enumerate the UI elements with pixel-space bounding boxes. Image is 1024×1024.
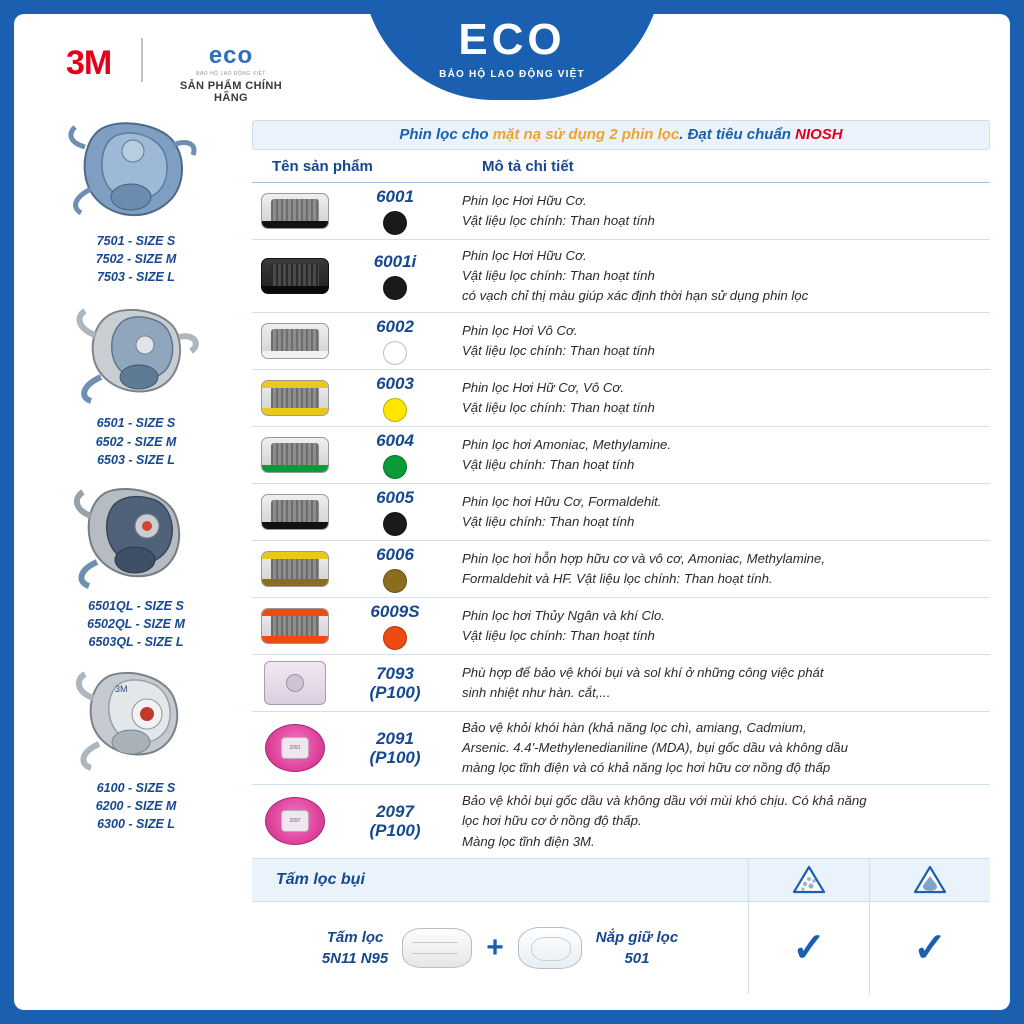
cartridge-6006-icon — [252, 551, 338, 587]
desc-line: Vật liệu lọc chính: Than hoạt tính — [462, 628, 655, 644]
product-description — [452, 240, 990, 312]
product-description — [452, 315, 990, 367]
product-code-cell — [338, 802, 452, 841]
filter-table — [252, 120, 990, 994]
poster-page — [14, 14, 1010, 1010]
mask-block-6000 — [32, 657, 240, 833]
dust-filter-products — [252, 902, 748, 994]
table-row — [252, 655, 990, 712]
retainer-label — [596, 927, 678, 969]
desc-line: Vật liệu lọc chính: Than hoạt tính — [462, 400, 655, 416]
svg-text:3M: 3M — [115, 684, 128, 695]
banner-part3: . Đạt tiêu chuẩn — [679, 126, 796, 143]
desc-line: Bảo vệ khỏi bụi gốc dầu và không dầu với mùi khó chịu. Có khả năng — [462, 793, 867, 809]
product-code-cell — [338, 602, 452, 650]
product-code-cell — [338, 317, 452, 365]
eco-badge — [362, 14, 662, 100]
product-code: 7093 — [376, 663, 414, 683]
desc-line: Phin lọc hơi hỗn hợp hữu cơ và vô cơ, Amoniac, Methylamine, — [462, 551, 826, 567]
color-dot-icon — [383, 211, 407, 235]
cartridge-6001i-icon — [252, 258, 338, 294]
product-code: 2091 — [376, 728, 414, 748]
banner-part2: 2 phin lọc — [609, 126, 680, 143]
mask-size-line: 6501 - SIZE S — [96, 416, 176, 431]
product-description — [452, 785, 990, 857]
filter-pad-5n11-icon — [402, 928, 472, 968]
half-mask-6000-icon — [32, 657, 240, 777]
banner-niosh: NIOSH — [795, 126, 843, 143]
eco-logo-text: eco — [208, 42, 254, 69]
header-divider — [141, 38, 143, 82]
eco-logo-tiny-text: BẢO HỘ LAO ĐỘNG VIỆT — [196, 71, 266, 77]
table-row — [252, 313, 990, 370]
retainer-label-line1: Nắp giữ lọc — [595, 928, 679, 946]
banner-highlight1: mặt nạ sử dụng — [492, 126, 610, 143]
product-code-cell — [338, 252, 452, 300]
product-description — [452, 657, 990, 709]
product-code: 6004 — [376, 431, 414, 451]
table-row — [252, 712, 990, 785]
desc-line: Bảo vệ khỏi khói hàn (khả năng lọc chì, amiang, Cadmium, — [462, 720, 807, 736]
eco-badge-tagline: BẢO HỘ LAO ĐỘNG VIỆT — [439, 69, 585, 80]
desc-line: màng lọc tĩnh điện và có khả năng lọc hơi hữu cơ nồng độ thấp — [462, 760, 831, 776]
desc-line: Vật liệu chính: Than hoạt tính — [462, 514, 635, 530]
product-code: 6005 — [376, 488, 414, 508]
table-row — [252, 240, 990, 313]
table-row — [252, 785, 990, 858]
product-code: 6001 — [376, 187, 414, 207]
plus-sign: + — [486, 930, 504, 964]
desc-line: Phin lọc hơi Amoniac, Methylamine. — [462, 437, 672, 453]
mask-size-line: 7502 - SIZE M — [95, 252, 177, 267]
product-code-cell — [338, 431, 452, 479]
color-dot-icon — [383, 626, 407, 650]
dust-filter-header-row — [252, 859, 990, 902]
mask-caption-7500 — [32, 232, 240, 286]
eco-secondary-logo — [166, 42, 296, 104]
product-code-cell — [338, 729, 452, 768]
filter-disc-2097-icon: 2097 — [252, 797, 338, 845]
brand-subtitle: SẢN PHẨM CHÍNH HÃNG — [179, 80, 283, 104]
retainer-label-line2: 501 — [624, 949, 650, 967]
desc-line: Phin lọc hơi Thủy Ngân và khí Clo. — [462, 608, 665, 624]
filter-pad-label-line2: 5N11 N95 — [321, 949, 389, 967]
product-code: 6006 — [376, 545, 414, 565]
product-code: 6002 — [376, 317, 414, 337]
product-description — [452, 600, 990, 652]
product-code: 6001i — [373, 252, 417, 272]
cartridge-6004-icon — [252, 437, 338, 473]
product-description — [452, 543, 990, 595]
product-code-cell — [338, 664, 452, 703]
product-description — [452, 429, 990, 481]
desc-line: Phù hợp để bảo vệ khói bụi và sol khí ở những công việc phát — [462, 665, 824, 681]
mask-size-line: 7503 - SIZE L — [97, 270, 175, 285]
desc-line: Arsenic. 4.4'-Methylenedianiline (MDA), bụi gốc dầu và không dầu — [462, 740, 848, 756]
product-code: 2097 — [376, 801, 414, 821]
desc-line: sinh nhiệt như hàn. cắt,... — [462, 685, 611, 701]
desc-line: Vật liệu lọc chính: Than hoạt tính — [462, 268, 655, 284]
mask-size-line: 7501 - SIZE S — [96, 234, 176, 248]
filter-retainer-501-icon — [518, 927, 582, 969]
product-description — [452, 712, 990, 784]
color-dot-icon — [383, 569, 407, 593]
mask-size-line: 6100 - SIZE S — [96, 781, 176, 796]
mask-block-6500 — [32, 292, 240, 468]
mask-size-line: 6502 - SIZE M — [95, 434, 177, 449]
mask-size-line: 6200 - SIZE M — [95, 799, 177, 814]
product-code-cell — [338, 187, 452, 235]
cartridge-7093-icon — [252, 661, 338, 705]
filter-disc-2091-icon: 2091 — [252, 724, 338, 772]
mask-caption-6500ql — [32, 597, 240, 651]
mask-block-7500 — [32, 110, 240, 286]
mask-caption-6500 — [32, 414, 240, 468]
color-dot-icon — [383, 398, 407, 422]
dust-filter-label: Tấm lọc bụi — [252, 859, 748, 901]
mask-size-line: 6502QL - SIZE M — [87, 616, 185, 631]
product-code-secondary: (P100) — [369, 821, 421, 841]
mask-caption-6000 — [32, 779, 240, 833]
check-cell-dust — [748, 902, 869, 994]
product-code-secondary: (P100) — [369, 683, 421, 703]
column-header-name: Tên sản phẩm — [272, 158, 373, 175]
product-description — [452, 372, 990, 424]
table-row — [252, 598, 990, 655]
banner-part1: Phin lọc cho — [399, 126, 493, 143]
color-dot-icon — [383, 512, 407, 536]
eco-badge-title: ECO — [458, 15, 566, 64]
mask-size-line: 6503 - SIZE L — [97, 452, 175, 467]
check-icon: ✓ — [792, 925, 826, 970]
cartridge-6005-icon — [252, 494, 338, 530]
check-cell-mist — [869, 902, 990, 994]
table-row — [252, 183, 990, 240]
product-description — [452, 185, 990, 237]
half-mask-7500-icon — [32, 110, 240, 230]
desc-line: lọc hơi hữu cơ ở nồng độ thấp. — [462, 813, 642, 829]
table-row — [252, 484, 990, 541]
mask-model-column — [32, 110, 240, 840]
mask-block-6500ql — [32, 475, 240, 651]
color-dot-icon — [383, 455, 407, 479]
desc-line: Phin lọc hơi Hữu Cơ, Formaldehit. — [462, 494, 662, 510]
filter-pad-label-line1: Tấm lọc — [326, 928, 384, 946]
cartridge-6003-icon — [252, 380, 338, 416]
desc-line: Phin lọc Hơi Hữu Cơ. — [462, 248, 587, 263]
mask-size-line: 6300 - SIZE L — [97, 817, 175, 832]
cartridge-6009s-icon — [252, 608, 338, 644]
product-code: 6009S — [370, 602, 420, 622]
desc-line: Formaldehit và HF. Vật liệu lọc chính: Than hoạt tính. — [462, 571, 773, 587]
desc-line: Vật liệu lọc chính: Than hoạt tính — [462, 343, 655, 359]
color-dot-icon — [383, 341, 407, 365]
dust-filter-bottom-row — [252, 902, 990, 994]
mask-size-line: 6503QL - SIZE L — [88, 635, 184, 649]
product-code-cell — [338, 374, 452, 422]
desc-line: Màng lọc tĩnh điện 3M. — [462, 833, 595, 849]
desc-line: Vật liệu chính: Than hoạt tính — [462, 457, 635, 473]
desc-line: có vạch chỉ thị màu giúp xác định thời hạn sử dụng phin lọc — [462, 288, 809, 304]
table-row — [252, 427, 990, 484]
cartridge-6001-icon — [252, 193, 338, 229]
half-mask-6500-icon — [32, 292, 240, 412]
desc-line: Phin lọc Hơi Hữu Cơ. — [462, 192, 587, 208]
filter-pad-label — [322, 927, 388, 969]
cartridge-6002-icon — [252, 323, 338, 359]
brand-3m-logo: 3M — [66, 44, 112, 82]
desc-line: Phin lọc Hơi Hữ Cơ, Vô Cơ. — [462, 380, 624, 396]
table-banner — [252, 120, 990, 150]
mask-size-line: 6501QL - SIZE S — [88, 598, 184, 613]
table-row — [252, 541, 990, 598]
product-code: 6003 — [376, 374, 414, 394]
desc-line: Vật liệu lọc chính: Than hoạt tính — [462, 213, 655, 228]
color-dot-icon — [383, 276, 407, 300]
column-header-description: Mô tả chi tiết — [482, 158, 574, 175]
half-mask-6500ql-icon — [32, 475, 240, 595]
product-code-secondary: (P100) — [369, 748, 421, 768]
poster-header — [14, 14, 1010, 102]
dust-particle-icon — [748, 859, 869, 901]
product-code-cell — [338, 488, 452, 536]
desc-line: Phin lọc Hơi Vô Cơ. — [462, 323, 578, 339]
table-header-row — [252, 150, 990, 183]
table-row — [252, 370, 990, 427]
check-icon: ✓ — [913, 925, 947, 970]
mist-droplet-icon — [869, 859, 990, 901]
product-code-cell — [338, 545, 452, 593]
product-description — [452, 486, 990, 538]
